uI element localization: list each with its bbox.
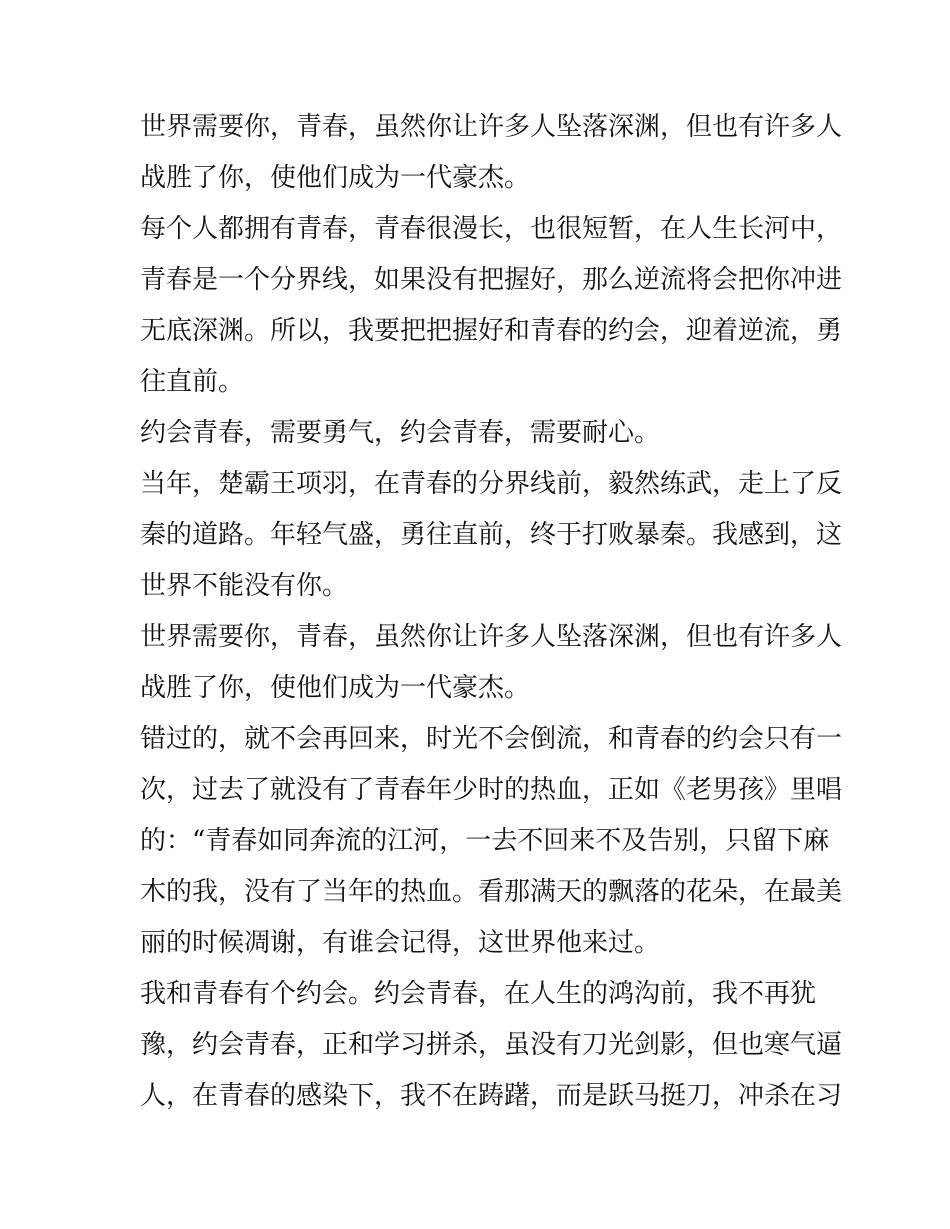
text-line: 世界不能没有你。: [140, 571, 349, 601]
text-line: 当年，楚霸王项羽，在青春的分界线前，毅然练武，走上了反: [140, 469, 843, 499]
text-line: 我和青春有个约会。约会青春，在人生的鸿沟前，我不再犹: [140, 979, 817, 1009]
essay-text: [140, 102, 843, 1122]
text-line: 丽的时候凋谢，有谁会记得，这世界他来过。: [140, 928, 661, 958]
text-line: 世界需要你，青春，虽然你让许多人坠落深渊，但也有许多人: [140, 112, 843, 142]
text-line: 往直前。: [140, 367, 245, 397]
text-line: 无底深渊。所以，我要把把握好和青春的约会，迎着逆流，勇: [140, 316, 843, 346]
text-line: 约会青春，需要勇气，约会青春，需要耐心。: [140, 418, 661, 448]
text-line: 的：“青春如同奔流的江河，一去不回来不及告别，只留下麻: [140, 826, 830, 856]
text-line: 错过的，就不会再回来，时光不会倒流，和青春的约会只有一: [140, 724, 843, 754]
text-line: 豫，约会青春，正和学习拼杀，虽没有刀光剑影，但也寒气逼: [140, 1030, 843, 1060]
text-line: 战胜了你，使他们成为一代豪杰。: [140, 163, 531, 193]
text-line: 战胜了你，使他们成为一代豪杰。: [140, 673, 531, 703]
text-line: 人，在青春的感染下，我不在踌躇，而是跃马挺刀，冲杀在习: [140, 1081, 843, 1111]
text-line: 每个人都拥有青春，青春很漫长，也很短暂，在人生长河中，: [140, 214, 843, 244]
text-line: 青春是一个分界线，如果没有把握好，那么逆流将会把你冲进: [140, 265, 843, 295]
text-line: 秦的道路。年轻气盛，勇往直前，终于打败暴秦。我感到，这: [140, 520, 843, 550]
text-line: 次，过去了就没有了青春年少时的热血，正如《老男孩》里唱: [140, 775, 843, 805]
text-line: 木的我，没有了当年的热血。看那满天的飘落的花朵，在最美: [140, 877, 843, 907]
text-line: 世界需要你，青春，虽然你让许多人坠落深渊，但也有许多人: [140, 622, 843, 652]
